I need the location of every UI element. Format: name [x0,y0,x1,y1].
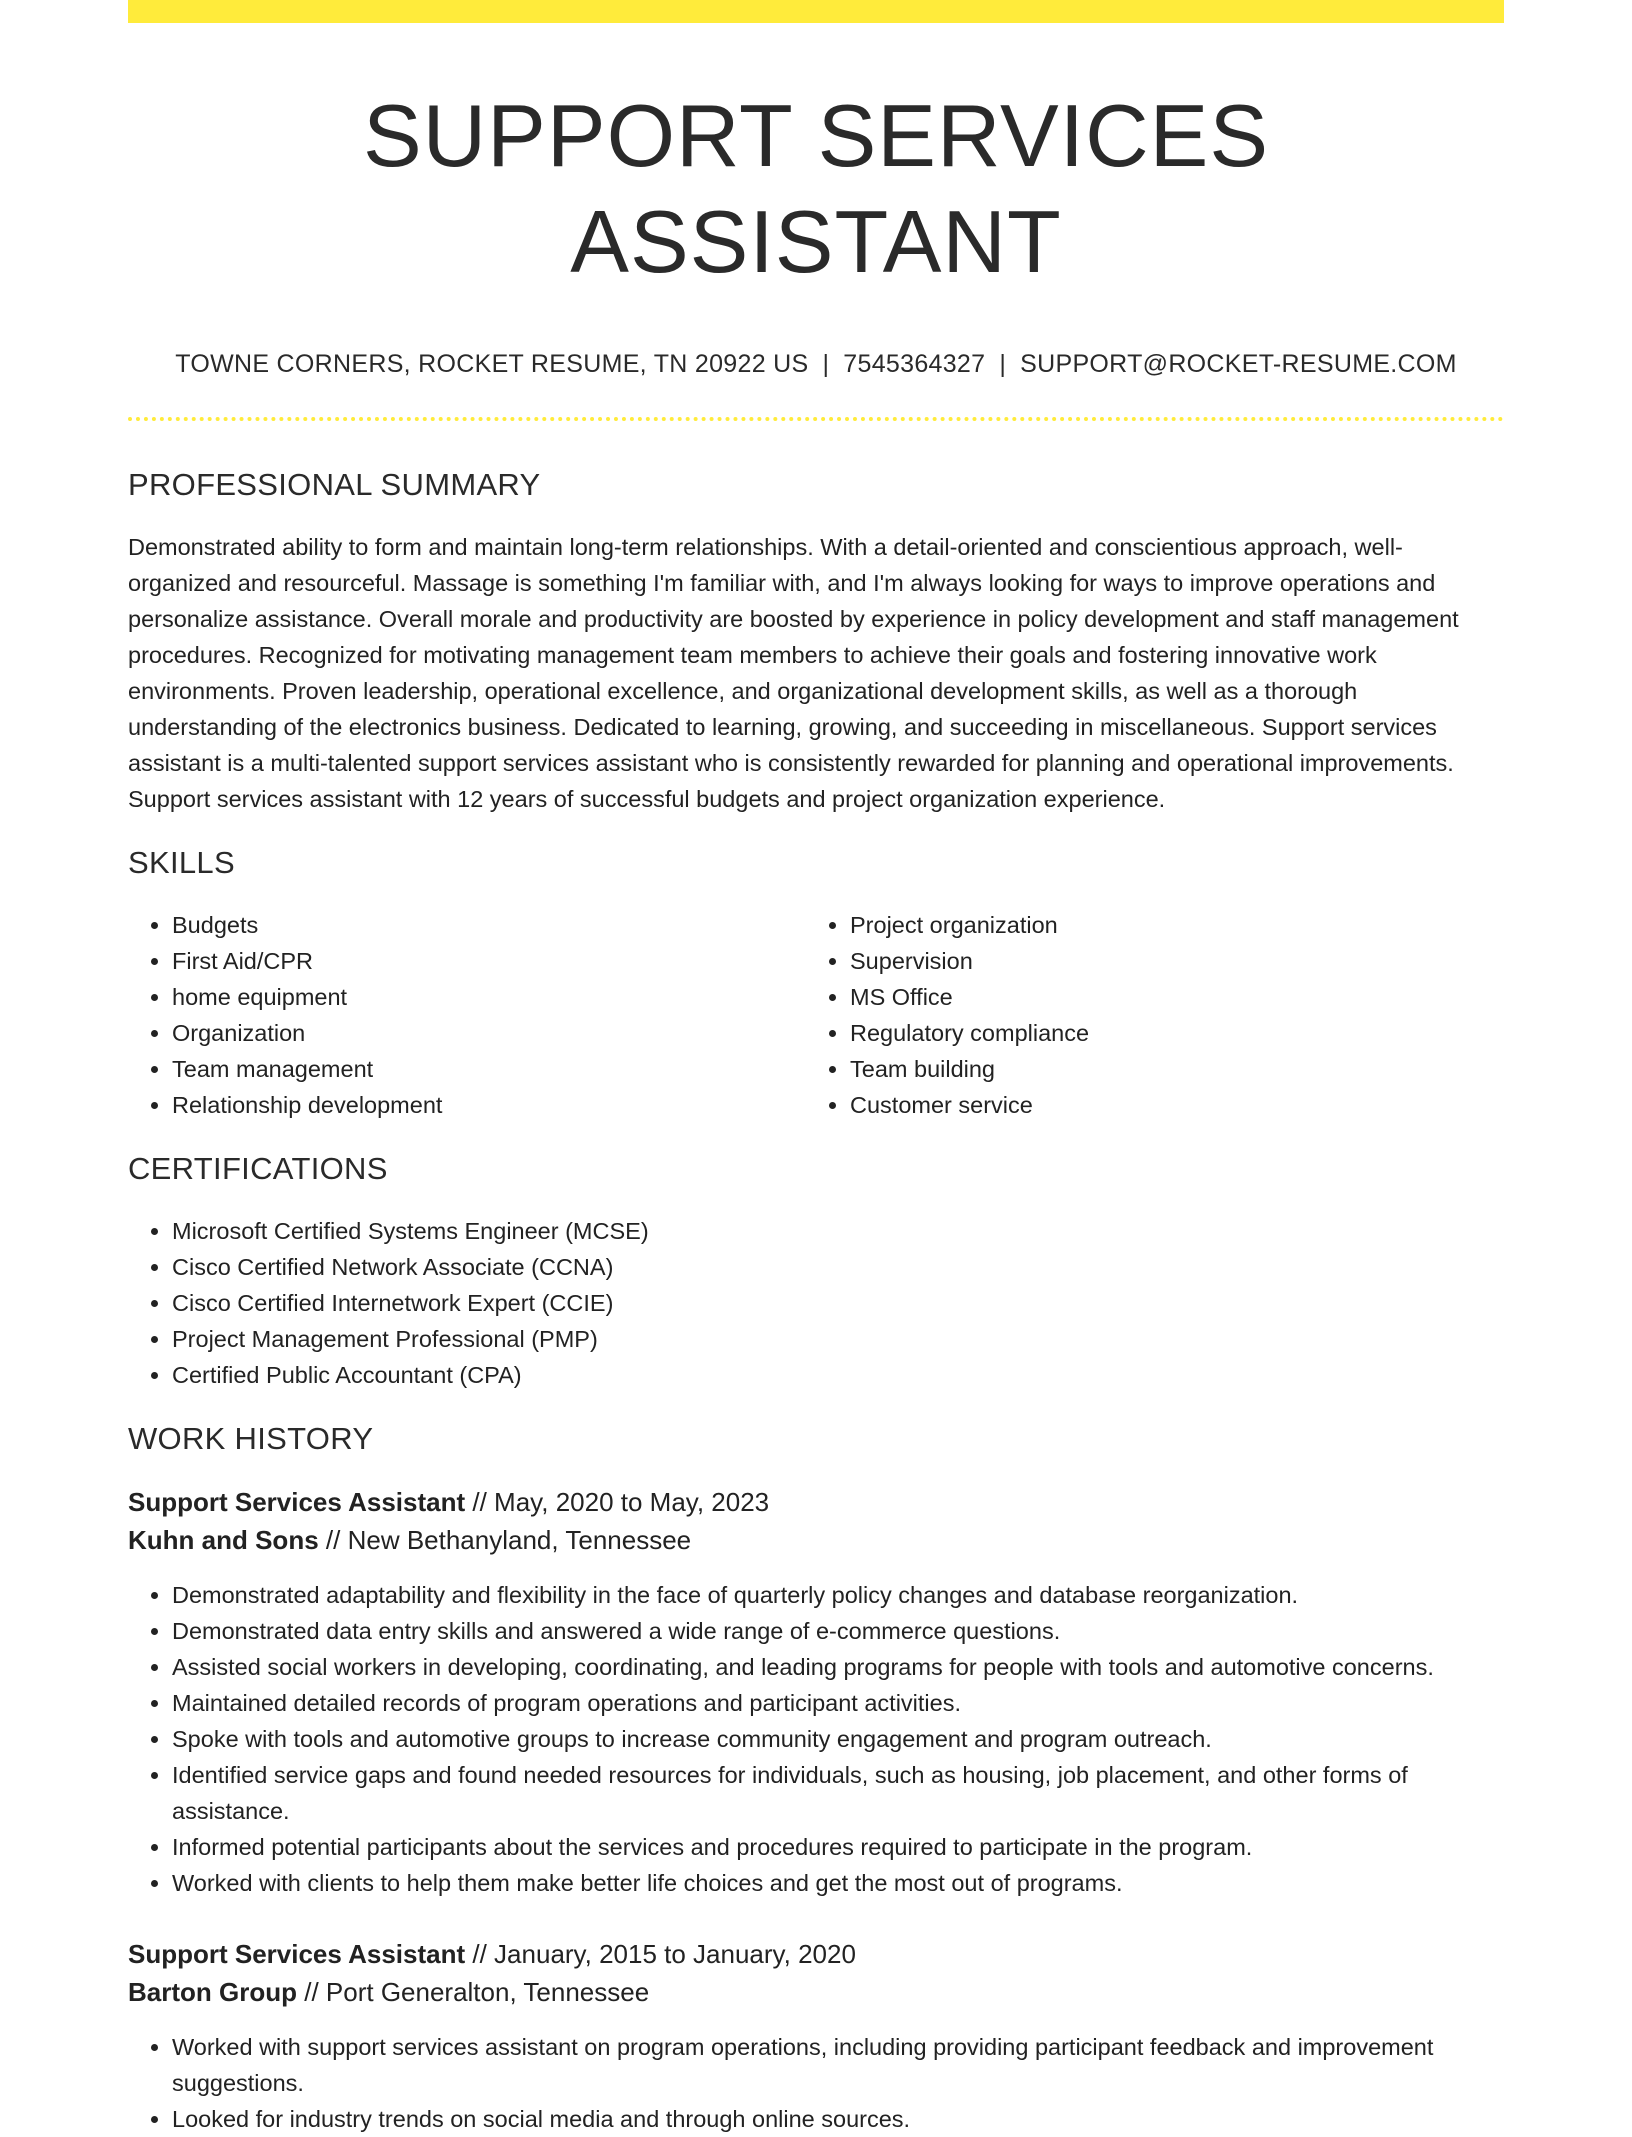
certifications-list [128,1213,1504,1393]
header-divider [128,417,1504,421]
job-dates: // May, 2020 to May, 2023 [472,1487,770,1518]
job-location: // New Bethanyland, Tennessee [325,1525,692,1556]
certifications-heading: CERTIFICATIONS [128,1151,388,1187]
contact-address: TOWNE CORNERS, ROCKET RESUME, TN 20922 US [175,350,809,379]
work-history-heading: WORK HISTORY [128,1421,374,1457]
skill-item: • Customer service [850,1087,1484,1123]
job-duty: • Maintained detailed records of program operations and participant activities. [172,1685,1504,1721]
contact-phone: 7545364327 [843,350,986,379]
skill-item: • First Aid/CPR [172,943,806,979]
skill-item: • Team building [850,1051,1484,1087]
job-dates: // January, 2015 to January, 2020 [472,1939,856,1970]
job-duty: • Informed potential participants about the services and procedures required to participate in the program. [172,1829,1504,1865]
skills-right-list [806,907,1484,1123]
job-title-line [128,1483,1504,1521]
top-accent-bar [128,0,1504,23]
job-duties-list [128,1577,1504,1901]
job-duty: • Worked with support services assistant on program operations, including providing participant feedback and improvement suggestions. [172,2029,1504,2101]
skill-item: • home equipment [172,979,806,1015]
job-company-line [128,1521,1504,1559]
job-entry [128,1935,1504,2137]
job-duty: • Assisted social workers in developing, coordinating, and leading programs for people with tools and automotive concerns. [172,1649,1504,1685]
skill-item: • Budgets [172,907,806,943]
skill-item: • Organization [172,1015,806,1051]
skills-grid [128,907,1504,1123]
skill-item: • MS Office [850,979,1484,1015]
certification-item: • Cisco Certified Network Associate (CCNA) [172,1249,1504,1285]
skill-item: • Supervision [850,943,1484,979]
skill-item: • Regulatory compliance [850,1015,1484,1051]
job-location: // Port Generalton, Tennessee [304,1977,650,2008]
job-duty: • Spoke with tools and automotive groups to increase community engagement and program outreach. [172,1721,1504,1757]
contact-line [128,350,1504,379]
job-duty: • Worked with clients to help them make better life choices and get the most out of programs. [172,1865,1504,1901]
contact-separator: | [822,350,830,379]
certification-item: • Cisco Certified Internetwork Expert (CCIE) [172,1285,1504,1321]
job-company: Kuhn and Sons [128,1525,319,1556]
job-duty: • Identified service gaps and found needed resources for individuals, such as housing, job placement, and other forms of assistance. [172,1757,1504,1829]
skill-item: • Project organization [850,907,1484,943]
certification-item: • Project Management Professional (PMP) [172,1321,1504,1357]
job-title: Support Services Assistant [128,1939,466,1970]
job-duty: • Demonstrated adaptability and flexibility in the face of quarterly policy changes and database reorganization. [172,1577,1504,1613]
contact-email: SUPPORT@ROCKET-RESUME.COM [1020,350,1457,379]
resume-page [128,0,1504,2137]
job-title-line [128,1935,1504,1973]
job-company: Barton Group [128,1977,297,2008]
certification-item: • Certified Public Accountant (CPA) [172,1357,1504,1393]
job-title: Support Services Assistant [128,1487,466,1518]
skill-item: • Relationship development [172,1087,806,1123]
summary-heading: PROFESSIONAL SUMMARY [128,467,541,503]
job-duty: • Demonstrated data entry skills and answered a wide range of e-commerce questions. [172,1613,1504,1649]
resume-name-title: SUPPORT SERVICES ASSISTANT [362,86,1270,291]
certification-item: • Microsoft Certified Systems Engineer (MCSE) [172,1213,1504,1249]
job-duty: • Looked for industry trends on social media and through online sources. [172,2101,1504,2137]
job-company-line [128,1973,1504,2011]
skills-heading: SKILLS [128,845,235,881]
contact-separator: | [999,350,1007,379]
skills-left-list [128,907,806,1123]
job-duties-list [128,2029,1504,2137]
summary-text: Demonstrated ability to form and maintain long-term relationships. With a detail-oriented and conscientious approach, well-organized and resourceful. Massage is something I'm familiar with, and I'm always looking for ways to improve operations and personalize assistance. Overall morale and productivity are boosted by experience in policy development and staff management procedures. Recognized for motivating management team members to achieve their goals and fostering innovative work environments. Proven leadership, operational excellence, and organizational development skills, as well as a thorough understanding of the electronics business. Dedicated to learning, growing, and succeeding in miscellaneous. Support services assistant is a multi-talented support services assistant who is consistently rewarded for planning and operational improvements. Support services assistant with 12 years of successful budgets and project organization experience. [128,534,1459,813]
job-entry [128,1483,1504,1901]
skill-item: • Team management [172,1051,806,1087]
